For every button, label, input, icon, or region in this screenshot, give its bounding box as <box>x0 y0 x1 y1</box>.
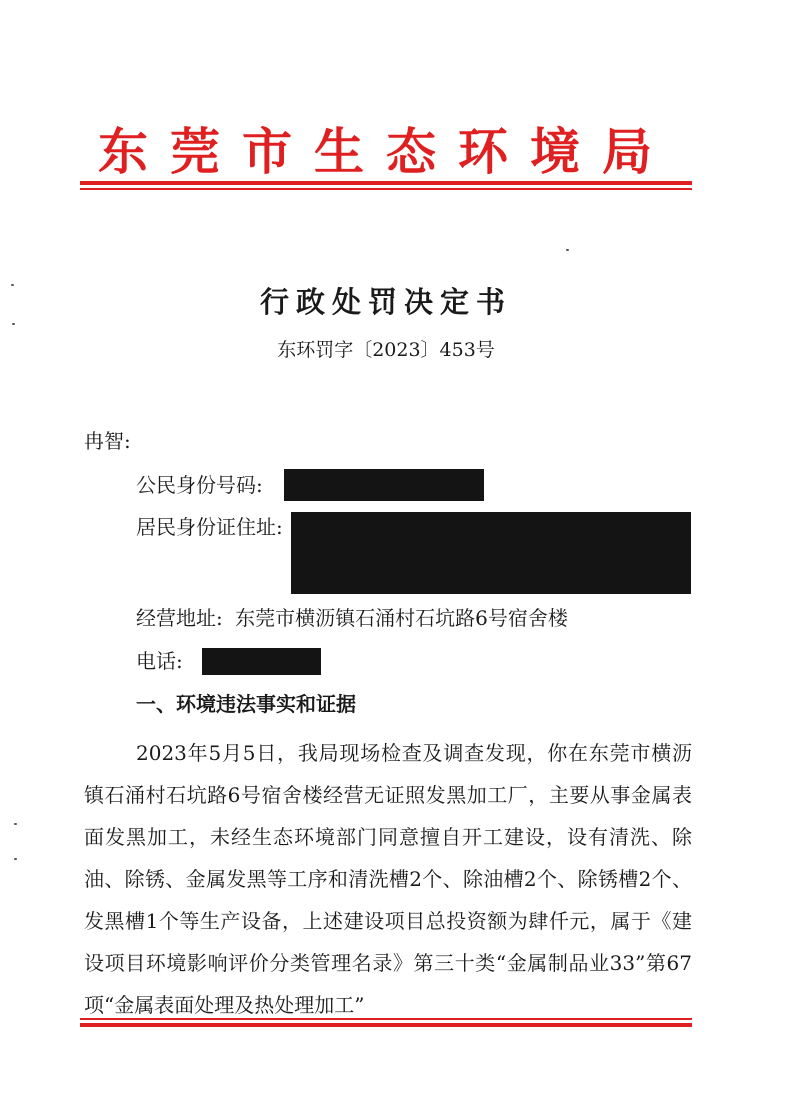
business-address-line <box>136 603 568 633</box>
scan-speck <box>11 284 14 286</box>
scan-speck <box>14 823 17 825</box>
id-number-label: 公民身份号码: <box>136 473 263 497</box>
scan-speck <box>566 249 569 251</box>
facts-paragraph: 2023年5月5日，我局现场检查及调查发现，你在东莞市横沥镇石涌村石坑路6号宿舍楼经营无证照发黑加工厂，主要从事金属表面发黑加工，未经生态环境部门同意擅自开工建设，设有清洗、除油、除锈、金属发黑等工序和清洗槽2个、除油槽2个、除锈槽2个、发黑槽1个等生产设备，上述建设项目总投资额为肆仟元，属于《建设项目环境影响评价分类管理名录》第三十类“金属制品业33”第67项“金属表面处理及热处理加工” <box>84 741 692 1017</box>
business-address-value: 东莞市横沥镇石涌村石坑路6号宿舍楼 <box>235 606 568 630</box>
document-number: 东环罚字〔2023〕453号 <box>277 339 495 361</box>
business-address-label: 经营地址: <box>136 606 223 630</box>
section-heading-facts: 一、环境违法事实和证据 <box>136 692 356 716</box>
footer-divider-thin <box>80 1018 692 1020</box>
addressee: 冉智: <box>84 429 131 453</box>
scan-speck <box>12 323 15 325</box>
letterhead-divider-thick <box>80 181 692 185</box>
redacted-phone <box>202 648 321 675</box>
footer-divider-thick <box>80 1023 692 1027</box>
document-title: 行政处罚决定书 <box>259 285 512 319</box>
letterhead-divider-thin <box>80 188 692 190</box>
scan-speck <box>14 858 17 860</box>
redacted-id-number <box>284 469 484 501</box>
phone-label: 电话: <box>136 649 183 673</box>
redacted-residence-address <box>291 512 691 594</box>
org-letterhead-title: 东莞市生态环境局 <box>98 122 674 181</box>
residence-address-label: 居民身份证住址: <box>136 515 283 539</box>
